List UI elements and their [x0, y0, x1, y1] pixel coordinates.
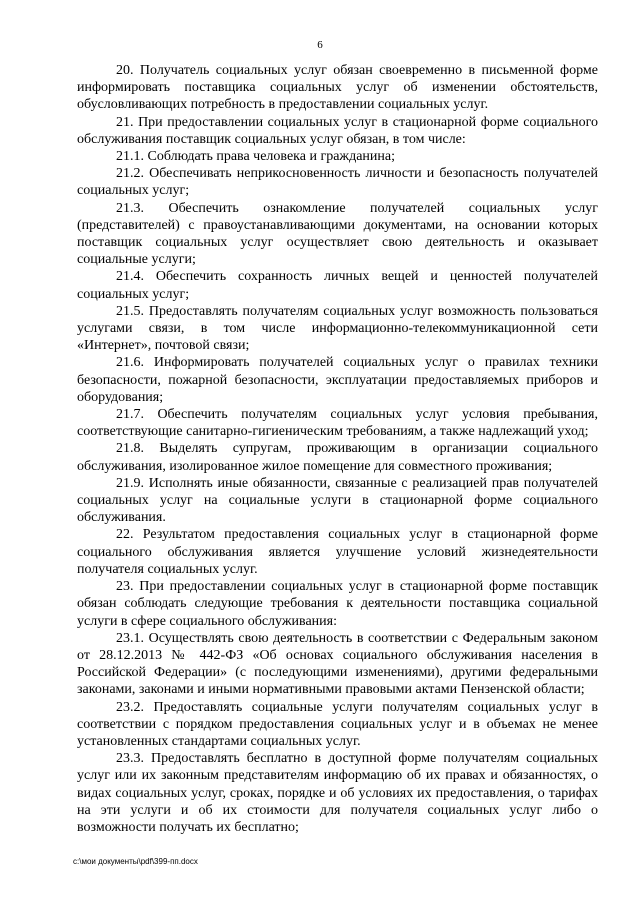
paragraph-21-2: 21.2. Обеспечивать неприкосновенность личности и безопасность получателей социальных услуг;	[77, 166, 598, 199]
paragraph-23: 23. При предоставлении социальных услуг в стационарной форме поставщик обязан соблюдать следующие требования к деятельности поставщика социальной услуги в сфере социального обслуживания:	[77, 579, 598, 629]
paragraph-21-4: 21.4. Обеспечить сохранность личных вещей и ценностей получателей социальных услуг;	[77, 269, 598, 302]
paragraph-23-2: 23.2. Предоставлять социальные услуги получателям социальных услуг в соответствии с порядком предоставления социальных услуг и в объемах не менее установленных стандартами социальных услуг.	[77, 699, 598, 749]
page-number: 6	[317, 39, 323, 51]
paragraph-20: 20. Получатель социальных услуг обязан своевременно в письменной форме информировать поставщика социальных услуг об изменении обстоятельств, обусловливающих потребность в предоставлении социальных услуг.	[77, 63, 598, 113]
paragraph-21-3: 21.3. Обеспечить ознакомление получателей социальных услуг (представителей) с правоустанавливающими документами, на основании которых поставщик социальных услуг осуществляет свою деятельность и оказывает социальные услуги;	[77, 200, 598, 268]
paragraph-21: 21. При предоставлении социальных услуг в стационарной форме социального обслуживания поставщик социальных услуг обязан, в том числе:	[77, 114, 598, 147]
document-body	[77, 62, 598, 836]
paragraph-21-8: 21.8. Выделять супругам, проживающим в организации социального обслуживания, изолированное жилое помещение для совместного проживания;	[77, 441, 598, 474]
paragraph-21-5: 21.5. Предоставлять получателям социальных услуг возможность пользоваться услугами связи, в том числе информационно-телекоммуникационной сети «Интернет», почтовой связи;	[77, 303, 598, 354]
paragraph-22: 22. Результатом предоставления социальных услуг в стационарной форме социального обслуживания является улучшение условий жизнедеятельности получателя социальных услуг.	[77, 527, 598, 577]
footer-file-path: c:\мои документы\pdf\399-пп.docx	[73, 857, 198, 866]
paragraph-21-7: 21.7. Обеспечить получателям социальных услуг условия пребывания, соответствующие санитарно-гигиеническим требованиям, а также надлежащий уход;	[77, 407, 598, 440]
paragraph-23-1: 23.1. Осуществлять свою деятельность в соответствии с Федеральным законом от 28.12.2013 № 442-ФЗ «Об основах социального обслуживания населения в Российской Федерации» (с последующими изменениями), другими федеральными законами, законами и иными нормативными правовыми актами Пензенской области;	[77, 630, 598, 698]
paragraph-23-3: 23.3. Предоставлять бесплатно в доступной форме получателям социальных услуг или их законным представителям информацию об их правах и обязанностях, о видах социальных услуг, сроках, порядке и об условиях их предоставления, о тарифах на эти услуги и об их стоимости для получателя социальных услуг либо о возможности получать их бесплатно;	[77, 751, 598, 835]
paragraph-21-6: 21.6. Информировать получателей социальных услуг о правилах техники безопасности, пожарной безопасности, эксплуатации предоставляемых приборов и оборудования;	[77, 355, 598, 405]
paragraph-21-1: 21.1. Соблюдать права человека и гражданина;	[116, 149, 395, 165]
paragraph-21-9: 21.9. Исполнять иные обязанности, связанные с реализацией прав получателей социальных услуг на социальные услуги в стационарной форме социального обслуживания.	[77, 475, 598, 526]
